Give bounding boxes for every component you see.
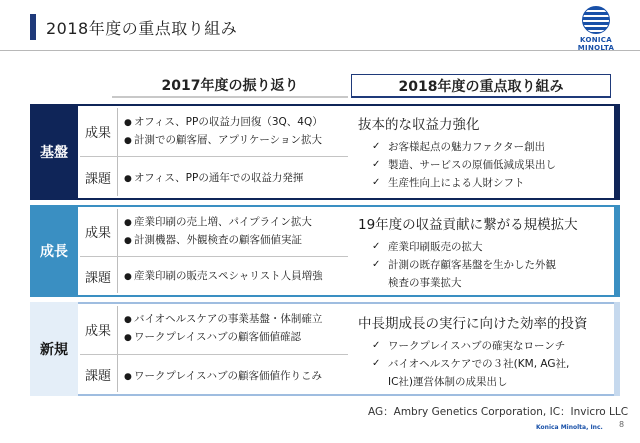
focus-list (358, 337, 610, 391)
issue-item: ● ワークプレイスハブの顧客価値作りこみ (124, 368, 348, 386)
check-icon: ✓ (372, 358, 381, 369)
bullet-icon: ● (124, 136, 132, 146)
check-icon: ✓ (372, 159, 381, 170)
section-kiban-side-bar (614, 104, 620, 200)
issue-item: ● オフィス、PPの通年での収益力発揮 (124, 170, 348, 188)
result-label: 成果 (84, 125, 111, 141)
focus-column (358, 315, 610, 391)
issue-list (124, 268, 348, 286)
company-logo (563, 6, 629, 52)
result-list (124, 311, 348, 347)
bullet-icon: ● (124, 174, 132, 184)
page-number: 8 (619, 420, 625, 429)
focus-item: ✓ 生産性向上による人財シフト (388, 174, 610, 192)
bullet-icon: ● (124, 272, 132, 282)
page-title: 2018年度の重点取り組み (46, 19, 238, 38)
check-icon: ✓ (372, 259, 381, 270)
focus-title: 抜本的な収益力強化 (358, 117, 480, 133)
focus-list (358, 238, 610, 292)
result-item: ● 計測での顧客層、アプリケーション拡大 (124, 132, 348, 150)
footer-logo: Konica Minolta, Inc. (536, 424, 603, 431)
title-accent-bar (30, 14, 36, 40)
focus-item-continued: IC社)運営体制の成果出し (388, 376, 508, 388)
issue-label: 課題 (84, 172, 111, 187)
result-item: ● バイオヘルスケアの事業基盤・体制確立 (124, 311, 348, 329)
bullet-icon: ● (124, 118, 132, 128)
check-icon: ✓ (372, 177, 381, 188)
result-issue-divider (80, 156, 348, 157)
check-icon: ✓ (372, 340, 381, 351)
focus-item: ✓ バイオヘルスケアでの３社(KM, AG社, IC社)運営体制の成果出し (388, 355, 610, 391)
bullet-icon: ● (124, 372, 132, 382)
column-header-review: 2017年度の振り返り (112, 74, 348, 98)
focus-list (358, 138, 610, 192)
result-label: 成果 (84, 323, 111, 339)
result-item: ● オフィス、PPの収益力回復（3Q、4Q） (124, 114, 348, 132)
row-label-divider (117, 108, 118, 196)
issue-list (124, 368, 348, 386)
bullet-icon: ● (124, 333, 132, 343)
focus-column (358, 116, 610, 192)
category-label-seicho: 成長 (30, 205, 78, 297)
bullet-icon: ● (124, 218, 132, 228)
bullet-icon: ● (124, 315, 132, 325)
focus-title: 19年度の収益貢献に繋がる規模拡大 (358, 217, 578, 233)
issue-label: 課題 (84, 270, 111, 286)
column-header-focus: 2018年度の重点取り組み (351, 74, 611, 98)
logo-text: KONICA MINOLTA (577, 36, 615, 52)
header-divider (0, 50, 640, 51)
issue-item: ● 産業印刷の販売スペシャリスト人員増強 (124, 268, 348, 286)
row-label-divider (117, 306, 118, 392)
result-list (124, 214, 348, 250)
focus-title: 中長期成長の実行に向けた効率的投資 (358, 316, 588, 332)
issue-list (124, 170, 348, 188)
result-issue-divider (80, 256, 348, 257)
section-seicho-side-bar (614, 205, 620, 297)
issue-label: 課題 (84, 369, 111, 384)
slide-header (0, 0, 640, 58)
result-item: ● ワークプレイスハブの顧客価値確認 (124, 329, 348, 347)
focus-item-continued: 検査の事業拡大 (388, 277, 462, 289)
section-shinki-side-bar (614, 302, 620, 396)
focus-item: ✓ お客様起点の魅力ファクター創出 (388, 138, 610, 156)
focus-item: ✓ 産業印刷販売の拡大 (388, 238, 610, 256)
result-item: ● 計測機器、外観検査の顧客価値実証 (124, 232, 348, 250)
result-label: 成果 (84, 226, 111, 241)
category-label-shinki: 新規 (30, 302, 78, 396)
globe-icon (582, 6, 610, 34)
result-list (124, 114, 348, 150)
focus-item: ✓ ワークプレイスハブの確実なローンチ (388, 337, 610, 355)
result-issue-divider (80, 354, 348, 355)
focus-item: ✓ 製造、サービスの原価低減成果出し (388, 156, 610, 174)
row-label-divider (117, 209, 118, 293)
focus-item: ✓ 計測の既存顧客基盤を生かした外観 検査の事業拡大 (388, 256, 610, 292)
check-icon: ✓ (372, 141, 381, 152)
focus-column (358, 216, 610, 292)
result-item: ● 産業印刷の売上増、パイプライン拡大 (124, 214, 348, 232)
category-label-kiban: 基盤 (30, 104, 78, 200)
check-icon: ✓ (372, 241, 381, 252)
bullet-icon: ● (124, 236, 132, 246)
footnote: AG：Ambry Genetics Corporation, IC：Invicro LLC (368, 406, 629, 418)
